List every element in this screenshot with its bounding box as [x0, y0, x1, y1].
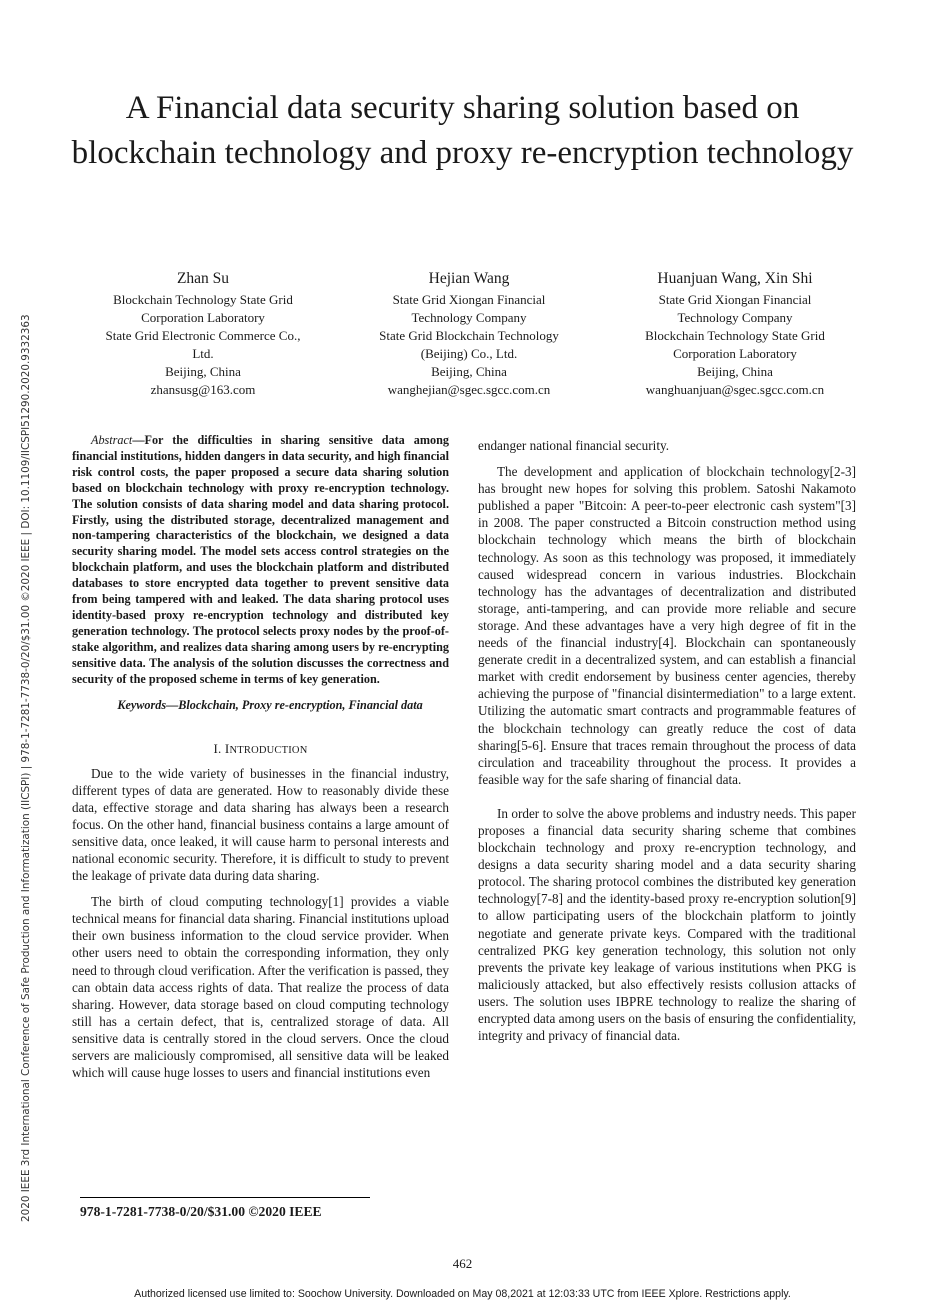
- abstract-label: Abstract: [91, 433, 133, 447]
- author-affiliation-line: State Grid Electronic Commerce Co.,: [105, 328, 301, 343]
- author-affiliation-line: Technology Company: [411, 310, 527, 325]
- paper-title: A Financial data security sharing solution based on blockchain technology and proxy re-encryption technology: [71, 90, 854, 171]
- author-location: Beijing, China: [165, 364, 241, 379]
- author-location: Beijing, China: [697, 364, 773, 379]
- authorization-notice: Authorized licensed use limited to: Soochow University. Downloaded on May 08,2021 at 12:03:33 UTC from IEEE Xplore. Restrictions apply.: [134, 1288, 791, 1300]
- body-paragraph: In order to solve the above problems and industry needs. This paper proposes a financial data security sharing scheme that combines blockchain technology and proxy re-encryption technology, and designs a data security sharing model and a data security sharing protocol. The sharing protocol combines the distributed key generation technology[7-8] and the identity-based proxy re-encryption solution[9] to allow participating users of the blockchain platform to jointly negotiate and generate private keys. Compared with the traditional centralized PKG key generation technology, this solution not only prevents the private key leakage of various institutions when PKG is maliciously attacked, but also effectively resists collusion attacks of users. The solution uses IBPRE technology to realize the sharing of encrypted data among users on the basis of ensuring the confidentiality, integrity and privacy of financial data.: [478, 805, 856, 1044]
- conference-sidebar: 2020 IEEE 3rd International Conference of Safe Production and Informatization (IICSPI) | 978-1-7281-7738-0/20/$31.00 ©2020 IEEE | DOI: 10.1109/IICSPI51290.2020.9332363: [20, 314, 32, 1222]
- section-heading: [72, 741, 449, 759]
- author-affiliation-line: (Beijing) Co., Ltd.: [420, 346, 518, 361]
- body-paragraph: endanger national financial security.: [478, 438, 670, 453]
- author-affiliation-line: Corporation Laboratory: [673, 346, 797, 361]
- author-name: Huanjuan Wang, Xin Shi: [657, 270, 813, 287]
- body-paragraph: Due to the wide variety of businesses in the financial industry, different types of data are generated. How to reasonably divide these data, effective storage and data sharing has always been a research focus. On the other hand, financial business contains a large amount of sensitive data, once leaked, it will cause harm to personal interests and national economic security. Therefore, it is difficult to study to prevent the leakage of private data during data sharing.: [72, 765, 449, 884]
- abstract-text: For the difficulties in sharing sensitive data among financial institutions, hidden dangers in data security, and high financial risk control costs, the paper proposed a secure data sharing solution based on blockchain technology with proxy re-encryption technology. The solution consists of data sharing model and data sharing protocol. Firstly, using the distributed storage, decentralized management and non-tampering characteristics of the blockchain, we designed a data security sharing model. The model sets access control strategies on the blockchain platform, and uses the blockchain platform and distributed databases to store encrypted data together to prevent sensitive data from being tampered with and leaked. The data sharing protocol uses identity-based proxy re-encryption technology and distributed key generation technology. The protocol selects proxy nodes by the proof-of-stake algorithm, and realizes data sharing among users by re-encrypting sensitive data. The analysis of the solution discusses the correctness and security of the proposed scheme in terms of key generation.: [72, 433, 449, 686]
- left-column: [72, 433, 449, 1090]
- footnote-rule: [80, 1197, 370, 1198]
- isbn-footer: 978-1-7281-7738-0/20/$31.00 ©2020 IEEE: [80, 1204, 322, 1219]
- author-affiliation-line: Corporation Laboratory: [141, 310, 265, 325]
- author-affiliation-line: State Grid Xiongan Financial: [392, 292, 546, 307]
- author-affiliation-line: State Grid Xiongan Financial: [658, 292, 812, 307]
- author-affiliation-line: Blockchain Technology State Grid: [645, 328, 825, 343]
- author-block: [70, 268, 870, 399]
- page-number: 462: [452, 1256, 473, 1271]
- author-column: [602, 268, 868, 399]
- keywords: Keywords—Blockchain, Proxy re-encryption, Financial data: [117, 697, 423, 712]
- author-email: wanghejian@sgec.sgcc.com.cn: [387, 382, 551, 397]
- author-column: [336, 268, 602, 399]
- body-paragraph: The birth of cloud computing technology[1] provides a viable technical means for financial data sharing. Financial institutions upload their own business information to the cloud service provider. When other users need to obtain the corresponding information, they only need to through cloud verification. After the verification is passed, they can obtain data access rights of data. That realize the process of data sharing. However, data storage based on cloud computing technology still has a certain defect, that is, centralized storage of data. All sensitive data is centrally stored in the cloud servers. Once the cloud servers are maliciously compromised, all sensitive data will be leaked which will cause huge losses to users and financial institutions even: [72, 894, 449, 1081]
- author-affiliation-line: State Grid Blockchain Technology: [379, 328, 559, 343]
- author-column: [70, 268, 336, 399]
- section-heading-text: NTRODUCTION: [229, 744, 308, 756]
- author-name: Zhan Su: [176, 270, 230, 287]
- body-paragraph: The development and application of blockchain technology[2-3] has brought new hopes for solving this problem. Satoshi Nakamoto published a paper "Bitcoin: A peer-to-peer electronic cash system"[3] in 2008. The paper constructed a Bitcoin construction method using blockchain technology which means the birth of blockchain technology. As soon as this technology was proposed, it immediately caused widespread concern in various industries. Blockchain technology has the advantages of decentralization and distributed storage, anti-tampering, and can provide more reliable and secure storage. And these advantages have a very high degree of fit in the needs of the financial industry[4]. Blockchain can spontaneously generate credit in a decentralized system, and can establish a financial market with credit endorsement by business center agencies, thereby achieving the purpose of "financial disintermediation" to a large extent. Utilizing the automatic smart contracts and programmable features of the blockchain technology can greatly reduce the cost of data sharing[5-6]. Ensure that traces remain throughout the process of data circulation and traceability throughout the process. It provides a feasible way for the safe sharing of financial data.: [478, 464, 856, 787]
- author-email: wanghuanjuan@sgec.sgcc.com.cn: [645, 382, 825, 397]
- abstract-dash: —: [132, 433, 145, 447]
- author-affiliation-line: Blockchain Technology State Grid: [113, 292, 293, 307]
- author-affiliation-line: Technology Company: [677, 310, 793, 325]
- author-affiliation-line: Ltd.: [192, 346, 214, 361]
- section-heading-numeral: I. I: [213, 740, 230, 756]
- abstract: [72, 433, 449, 688]
- author-email: zhansusg@163.com: [150, 382, 256, 397]
- author-location: Beijing, China: [431, 364, 507, 379]
- author-name: Hejian Wang: [428, 270, 510, 287]
- right-column: [478, 437, 856, 1053]
